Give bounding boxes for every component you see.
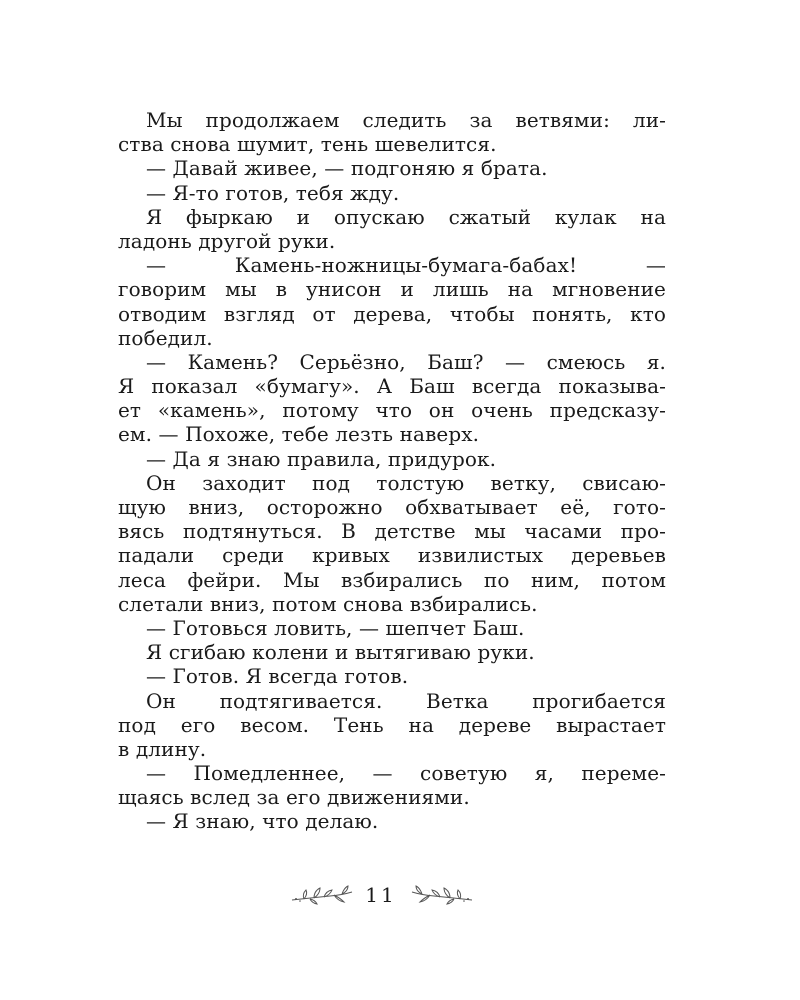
text-line: в длину. [118, 736, 207, 761]
text-line: победил. [118, 325, 213, 350]
text-line: ет «камень», потому что он очень предсказу- [118, 398, 666, 423]
text-line: — Я знаю, что делаю. [146, 809, 379, 834]
text-line: щую вниз, осторожно обхватывает её, гото- [118, 495, 666, 519]
text-line: Я сгибаю колени и вытягиваю руки. [146, 640, 535, 665]
text-line: — Готовься ловить, — шепчет Баш. [146, 615, 525, 640]
page-footer [0, 880, 800, 910]
page-number: 11 [365, 883, 397, 907]
text-line: — Да я знаю правила, придурок. [146, 446, 497, 471]
text-line: ладонь другой руки. [118, 228, 336, 253]
text-line: — Готов. Я всегда готов. [146, 664, 409, 689]
text-line: Я показал «бумагу». А Баш всегда показыва- [118, 374, 666, 399]
body-text [118, 108, 666, 834]
text-line: под его весом. Тень на дереве вырастает [118, 712, 666, 737]
text-line: падали среди кривых извилистых деревьев [118, 543, 666, 568]
text-line: Он подтягивается. Ветка прогибается [146, 688, 666, 713]
text-line: слетали вниз, потом снова взбирались. [118, 591, 538, 616]
text-line: вясь подтянуться. В детстве мы часами про- [118, 519, 666, 544]
text-line: ем. — Похоже, тебе лезть наверх. [118, 422, 480, 447]
text-line: — Камень-ножницы-бумага-бабах! — [146, 253, 666, 278]
text-line: Он заходит под толстую ветку, свисаю- [146, 470, 666, 495]
leaf-sprig-icon [290, 882, 354, 908]
text-line: Я фыркаю и опускаю сжатый кулак на [146, 204, 666, 229]
text-line: — Камень? Серьёзно, Баш? — смеюсь я. [146, 349, 666, 374]
leaf-sprig-icon [410, 882, 474, 908]
text-line: — Давай живее, — подгоняю я брата. [146, 156, 548, 181]
text-line: Мы продолжаем следить за ветвями: ли- [146, 108, 666, 132]
text-line: говорим мы в унисон и лишь на мгновение [118, 277, 666, 302]
text-line: щаясь вслед за его движениями. [118, 785, 470, 810]
text-line: леса фейри. Мы взбирались по ним, потом [118, 567, 666, 592]
text-line: ства снова шумит, тень шевелится. [118, 132, 497, 157]
text-line: — Помедленнее, — советую я, переме- [146, 761, 666, 786]
text-line: отводим взгляд от дерева, чтобы понять, кто [118, 301, 666, 326]
text-line: — Я-то готов, тебя жду. [146, 180, 400, 205]
